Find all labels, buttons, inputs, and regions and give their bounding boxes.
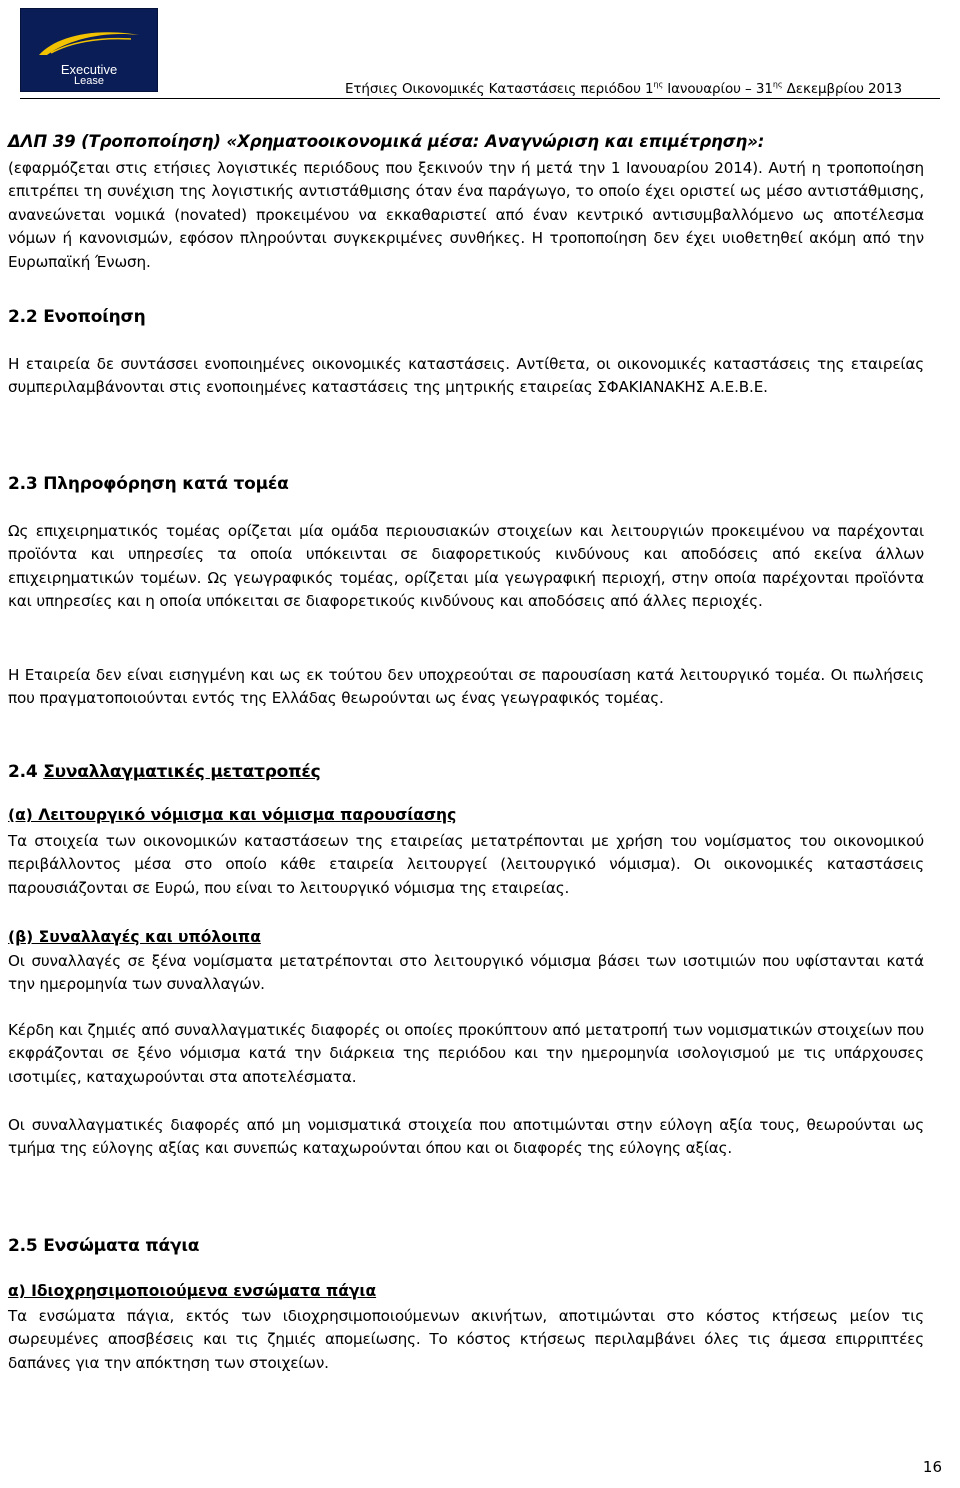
section-2-2-heading: 2.2 Ενοποίηση [8,307,146,327]
section-2-4-b-text: Οι συναλλαγές σε ξένα νομίσματα μετατρέπονται στο λειτουργικό νόμισμα βάσει των ισοτιμιών που υφίστανται κατά την ημερομηνία των συναλλαγών. [8,952,924,994]
section-2-4-heading [8,760,924,784]
car-swoosh-icon [35,23,145,63]
section-2-5-a-title: α) Ιδιοχρησιμοποιούμενα ενσώματα πάγια [8,1282,377,1300]
section-2-4-a-text: Τα στοιχεία των οικονομικών καταστάσεων της εταιρείας μετατρέπονται με χρήση του νομίσματος του οικονομικού περιβάλλοντος μέσα στο οποίο κάθε εταιρεία λειτουργεί (λειτουργικό νόμισμα). Οι οικονομικές καταστάσεις παρουσιάζονται σε Ευρώ, που είναι το λειτουργικό νόμισμα της εταιρείας. [8,832,924,897]
logo-text-lease: Lease [74,75,104,87]
header-title-sup1: ης [653,80,664,89]
header-title [345,76,902,98]
header-divider [20,98,940,99]
company-logo [20,8,158,92]
section-2-3-paragraph-1: Ως επιχειρηματικός τομέας ορίζεται μία ομάδα περιουσιακών στοιχείων και λειτουργιών προκειμένου να παρέχονται προϊόντα και υπηρεσίες τα οποία υπόκεινται σε διαφορετικούς κινδύνους και αποδόσεις από εκείνα άλλων επιχειρηματικών τομέων. Ως γεωγραφικός τομέας, ορίζεται μία γεωγραφική περιοχή, στην οποία παρέχονται προϊόντα και υπηρεσίες και η οποία υπόκειται σε διαφορετικούς κινδύνους και αποδόσεις από άλλες περιοχές. [8,522,924,611]
header-title-start: Ετήσιες Οικονομικές Καταστάσεις περιόδου 1 [344,81,654,97]
section-2-3-heading: 2.3 Πληροφόρηση κατά τομέα [8,474,289,494]
logo-text-executive: Executive [60,62,118,77]
header-title-mid: Ιανουαρίου – 31 [663,81,773,97]
section-2-4-title: Συναλλαγματικές μετατροπές [43,762,321,782]
header-title-end: Δεκεμβρίου 2013 [782,81,902,97]
section-2-5-a-text: Τα ενσώματα πάγια, εκτός των ιδιοχρησιμοποιούμενων ακινήτων, αποτιμώνται στο κόστος κτήσεως μείον τις σωρευμένες αποσβέσεις και τις ζημιές απομείωσης. Το κόστος κτήσεως περιλαμβάνει όλες τις άμεσα επιρριπτέες δαπάνες για την απόκτηση των στοιχείων. [8,1307,924,1372]
section-2-3-paragraph-2: Η Εταιρεία δεν είναι εισηγμένη και ως εκ τούτου δεν υποχρεούται σε παρουσίαση κατά λειτουργικό τομέα. Οι πωλήσεις που πραγματοποιούνται εντός της Ελλάδας θεωρούνται ως ένας γεωγραφικός τομέας. [8,666,924,708]
ias39-text: (εφαρμόζεται στις ετήσιες λογιστικές περιόδους που ξεκινούν την ή μετά την 1 Ιανουαρίου 2014). Αυτή η τροποποίηση επιτρέπει τη συνέχιση της λογιστικής αντιστάθμισης όταν ένα παράγωγο, το οποίο έχει οριστεί ως μέσο αντιστάθμισης, ανανεώνεται νομικά (novated) προκειμένου να εκκαθαριστεί από έναν κεντρικό αντισυμβαλλόμενο ως αποτέλεσμα νόμων ή κανονισμών, εφόσον πληρούνται συγκεκριμένες συνθήκες. Η τροποποίηση δεν έχει υιοθετηθεί ακόμη από την Ευρωπαϊκή Ένωση. [8,159,924,271]
header-title-sup2: ης [772,80,783,89]
section-2-2-text: Η εταιρεία δε συντάσσει ενοποιημένες οικονομικές καταστάσεις. Αντίθετα, οι οικονομικές καταστάσεις της εταιρείας συμπεριλαμβάνονται στις ενοποιημένες καταστάσεις της μητρικής εταιρείας ΣΦΑΚΙΑΝΑΚΗΣ Α.Ε.Β.Ε. [8,355,924,397]
section-2-4-paragraph-3: Κέρδη και ζημιές από συναλλαγματικές διαφορές οι οποίες προκύπτουν από μετατροπή των νομισματικών στοιχείων που εκφράζονται σε ξένο νόμισμα κατά την διάρκεια της περιόδου και την ημερομηνία ισολογισμού με τις υπάρχουσες ισοτιμίες, καταχωρούνται στα αποτελέσματα. [8,1021,924,1086]
section-2-4-number: 2.4 [8,762,44,782]
page-number: 16 [922,1458,942,1476]
section-2-5-heading: 2.5 Ενσώματα πάγια [8,1236,200,1256]
section-2-4-paragraph-4: Οι συναλλαγματικές διαφορές από μη νομισματικά στοιχεία που αποτιμώνται στην εύλογη αξία τους, θεωρούνται ως τμήμα της εύλογης αξίας και συνεπώς καταχωρούνται όπου και οι διαφορές της εύλογης αξίας. [8,1116,924,1158]
section-2-4-b-title: (β) Συναλλαγές και υπόλοιπα [8,928,261,946]
ias39-heading-text: ΔΛΠ 39 (Τροποποίηση) «Χρηματοοικονομικά μέσα: Αναγνώριση και επιμέτρηση»: [8,132,765,151]
section-2-4-a-title: (α) Λειτουργικό νόμισμα και νόμισμα παρουσίασης [8,806,457,824]
ias39-heading [8,132,924,151]
